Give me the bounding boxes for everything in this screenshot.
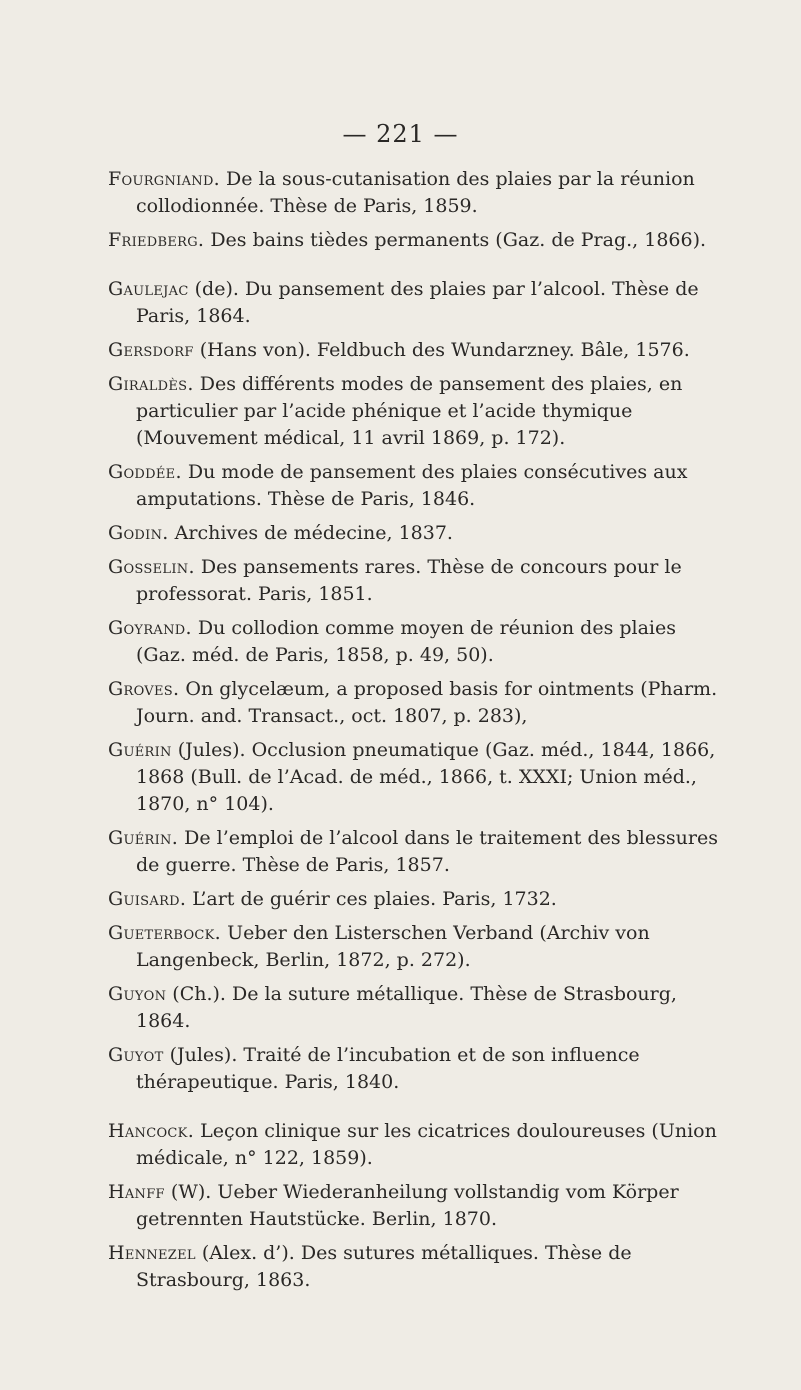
page-number: — 221 — [342,120,459,148]
entry-text: Du collodion comme moyen de réunion des plaies (Gaz. méd. de Paris, 1858, p. 49, 50). [136,617,677,666]
entry-author: Friedberg. [108,229,205,251]
bibliography-entry [108,554,728,608]
entry-author: Goddée. [108,461,182,483]
entry-author: Hennezel [108,1242,196,1264]
entry-text: (Alex. d’). Des sutures métalliques. Thèse de Strasbourg, 1863. [136,1242,632,1291]
entry-author: Hancock. [108,1120,195,1142]
entry-author: Gosselin. [108,556,195,578]
entry-text: (de). Du pansement des plaies par l’alcool. Thèse de Paris, 1864. [136,278,699,327]
entry-text: (Hans von). Feldbuch des Wundarzney. Bâle, 1576. [193,339,690,361]
entry-author: Fourgniand. [108,168,221,190]
entry-author: Gueterbock. [108,922,222,944]
entry-author: Gersdorf [108,339,194,361]
bibliography-entry [108,1042,728,1096]
bibliography-entry [108,981,728,1035]
entry-text: Archives de médecine, 1837. [168,522,453,544]
bibliography-entry [108,227,728,254]
entry-text: Des bains tièdes permanents (Gaz. de Prag., 1866). [204,229,707,251]
bibliography-entry [108,520,728,547]
entry-text: Du mode de pansement des plaies consécutives aux amputations. Thèse de Paris, 1846. [136,461,688,510]
entry-author: Guyon [108,983,167,1005]
entry-text: De l’emploi de l’alcool dans le traitement des blessures de guerre. Thèse de Paris, 1857. [136,827,718,876]
entry-author: Goyrand. [108,617,192,639]
entry-text: Ueber den Listerschen Verband (Archiv von Langenbeck, Berlin, 1872, p. 272). [136,922,650,971]
entry-author: Guyot [108,1044,164,1066]
entry-text: (W). Ueber Wiederanheilung vollstandig vom Körper getrennten Hautstücke. Berlin, 1870. [136,1181,679,1230]
bibliography-entry [108,1240,728,1294]
bibliography-entry [108,1118,728,1172]
bibliography-entry [108,615,728,669]
entry-text: Leçon clinique sur les cicatrices douloureuses (Union médicale, n° 122, 1859). [136,1120,717,1169]
entry-author: Guérin. [108,827,179,849]
entry-text: De la sous-cutanisation des plaies par la réunion collodionnée. Thèse de Paris, 1859. [136,168,695,217]
entry-text: On glycelæum, a proposed basis for ointments (Pharm. Journ. and. Transact., oct. 1807, p. 283), [136,678,718,727]
bibliography-entry [108,825,728,879]
bibliography-entry [108,1179,728,1233]
entry-author: Groves. [108,678,180,700]
bibliography-entry [108,337,728,364]
entry-text: (Ch.). De la suture métallique. Thèse de Strasbourg, 1864. [136,983,677,1032]
bibliography-entry [108,371,728,452]
entry-text: Des pansements rares. Thèse de concours pour le professorat. Paris, 1851. [136,556,682,605]
entry-text: Des différents modes de pansement des plaies, en particulier par l’acide phénique et l’acide thymique (Mouvement médical, 11 avril 1869, p. 172). [136,373,683,449]
entry-text: L’art de guérir ces plaies. Paris, 1732. [186,888,557,910]
entry-author: Hanff [108,1181,165,1203]
bibliography-entry [108,459,728,513]
entry-text: (Jules). Occlusion pneumatique (Gaz. méd., 1844, 1866, 1868 (Bull. de l’Acad. de méd., 1866, t. XXXI; Union méd., 1870, n° 104). [136,739,716,815]
entry-author: Guérin [108,739,172,761]
bibliography-entry [108,886,728,913]
entry-text: (Jules). Traité de l’incubation et de son influence thérapeutique. Paris, 1840. [136,1044,640,1093]
entry-author: Gaulejac [108,278,189,300]
entry-author: Guisard. [108,888,187,910]
bibliography-entry [108,276,728,330]
entry-author: Godin. [108,522,169,544]
bibliography-entry [108,737,728,818]
bibliography-entry [108,166,728,220]
entry-author: Giraldès. [108,373,194,395]
bibliography-entry [108,920,728,974]
bibliography-entry [108,676,728,730]
bibliography-list [108,166,728,1301]
